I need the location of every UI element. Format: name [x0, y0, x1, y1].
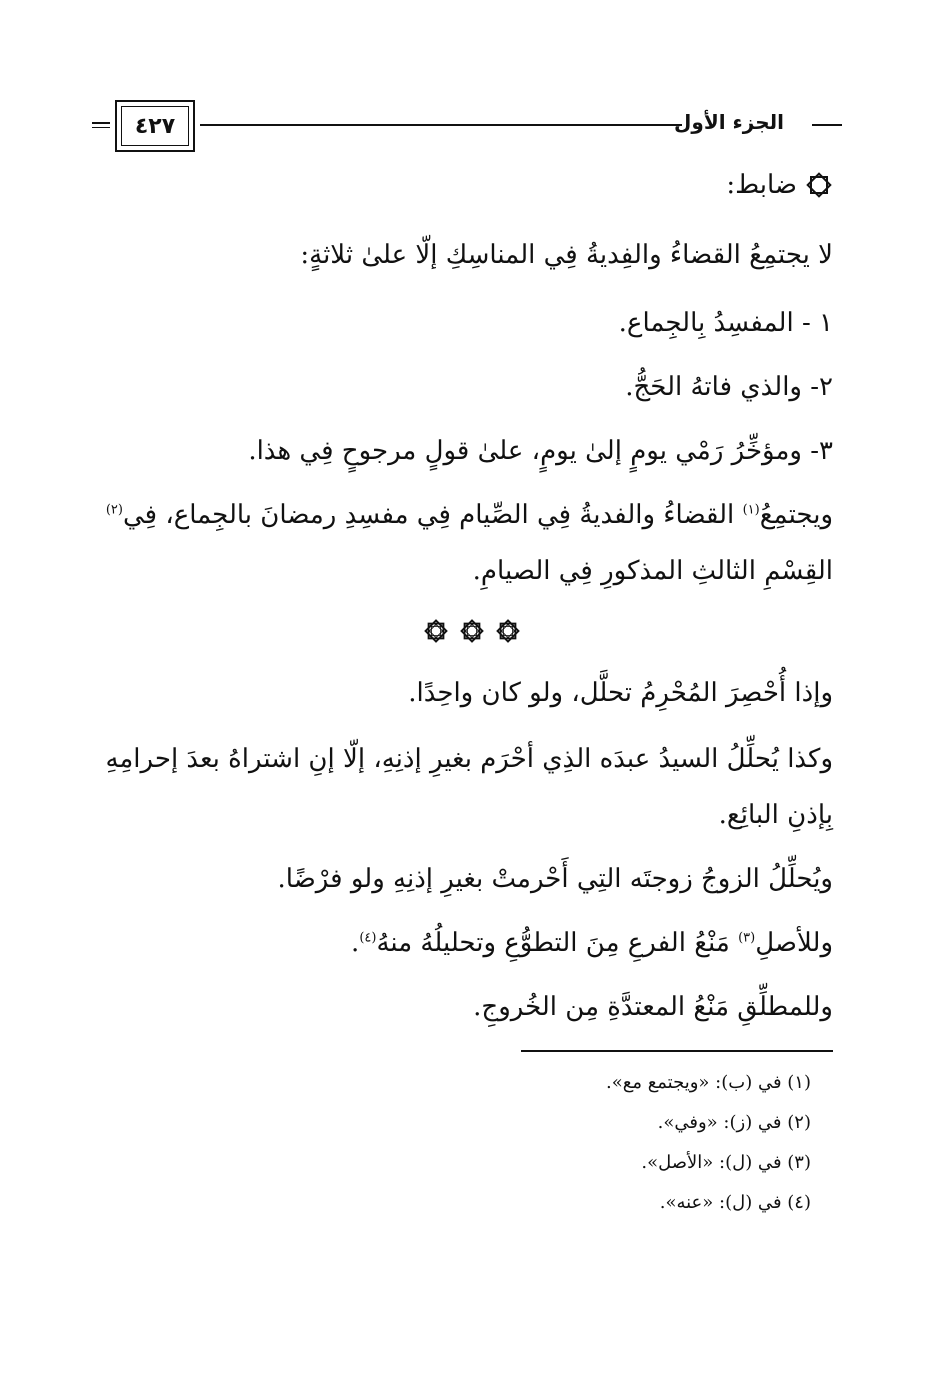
page-number-frame — [115, 100, 195, 152]
paragraph-1-text-b: القضاءُ والفديةُ فِي الصِّيام فِي مفسِدِ رمضانَ بالجِماع، فِي — [122, 500, 743, 530]
page-number: ٤٢٧ — [121, 106, 189, 146]
paragraph-1-line-2: القِسْمِ الثالثِ المذكورِ فِي الصيامِ. — [472, 556, 833, 586]
header-rule-left — [92, 122, 110, 128]
parent-line-end: . — [351, 928, 360, 958]
divorcee-line: وللمطلِّقِ مَنْعُ المعتدَّةِ مِن الخُروجِ. — [473, 992, 833, 1022]
footnote-4: (٤) في (ل): «عنه». — [659, 1192, 811, 1213]
list-item-1: ١ - المفسِدُ بِالجِماع. — [618, 308, 833, 338]
parent-line — [351, 928, 833, 958]
section-heading — [726, 170, 833, 200]
header-rule — [200, 124, 682, 126]
list-item-3: ٣- ومؤخِّرُ رَمْي يومٍ إلىٰ يومٍ، علىٰ قولٍ مرجوحٍ فِي هذا. — [248, 436, 833, 466]
footnote-ref-4: (٤) — [359, 930, 377, 946]
list-item-2: ٢- والذي فاتهُ الحَجُّ. — [625, 372, 833, 402]
parent-line-text-a: وللأصلِ — [755, 928, 833, 958]
octagram-star-icon — [459, 618, 485, 644]
section-divider — [0, 618, 943, 644]
octagram-star-icon — [423, 618, 449, 644]
footnote-1: (١) في (ب): «ويجتمع مع». — [606, 1072, 811, 1093]
footnote-ref-2: (٢) — [105, 502, 123, 518]
footnote-separator — [521, 1050, 833, 1052]
parent-line-text-b: مَنْعُ الفرعِ مِنَ التطوُّعِ وتحليلُهُ منهُ — [376, 928, 739, 958]
octagram-star-icon — [495, 618, 521, 644]
paragraph-2-line-2: بِإذنِ البائِع. — [718, 800, 833, 830]
heading-text: ضابط: — [726, 170, 797, 200]
octagram-star-icon — [805, 171, 833, 199]
volume-title: الجزء الأول — [674, 110, 784, 134]
paragraph-2-line-1: وكذا يُحلِّلُ السيدُ عبدَه الذِي أحْرَم بغيرِ إذنِهِ، إلّا إنِ اشتراهُ بعدَ إحرامِهِ — [105, 744, 833, 774]
footnote-3: (٣) في (ل): «الأصل». — [641, 1152, 811, 1173]
footnote-2: (٢) في (ز): «وفي». — [657, 1112, 811, 1133]
page-header — [92, 100, 842, 160]
paragraph-1-text-a: ويجتمِعُ — [759, 500, 833, 530]
header-rule-right — [812, 124, 842, 126]
spouse-line: ويُحلِّلُ الزوجُ زوجتَه التِي أَحْرمتْ بغيرِ إذنِهِ ولو فرْضًا. — [277, 864, 833, 894]
paragraph-1-line-1 — [106, 500, 833, 530]
footnote-ref-3: (٣) — [738, 930, 756, 946]
rule-intro: لا يجتمِعُ القضاءُ والفِديةُ فِي المناسِكِ إلّا علىٰ ثلاثةٍ: — [300, 240, 833, 270]
footnote-ref-1: (١) — [742, 502, 760, 518]
ihsar-line: وإذا أُحْصِرَ المُحْرِمُ تحلَّل، ولو كان واحِدًا. — [408, 678, 833, 708]
